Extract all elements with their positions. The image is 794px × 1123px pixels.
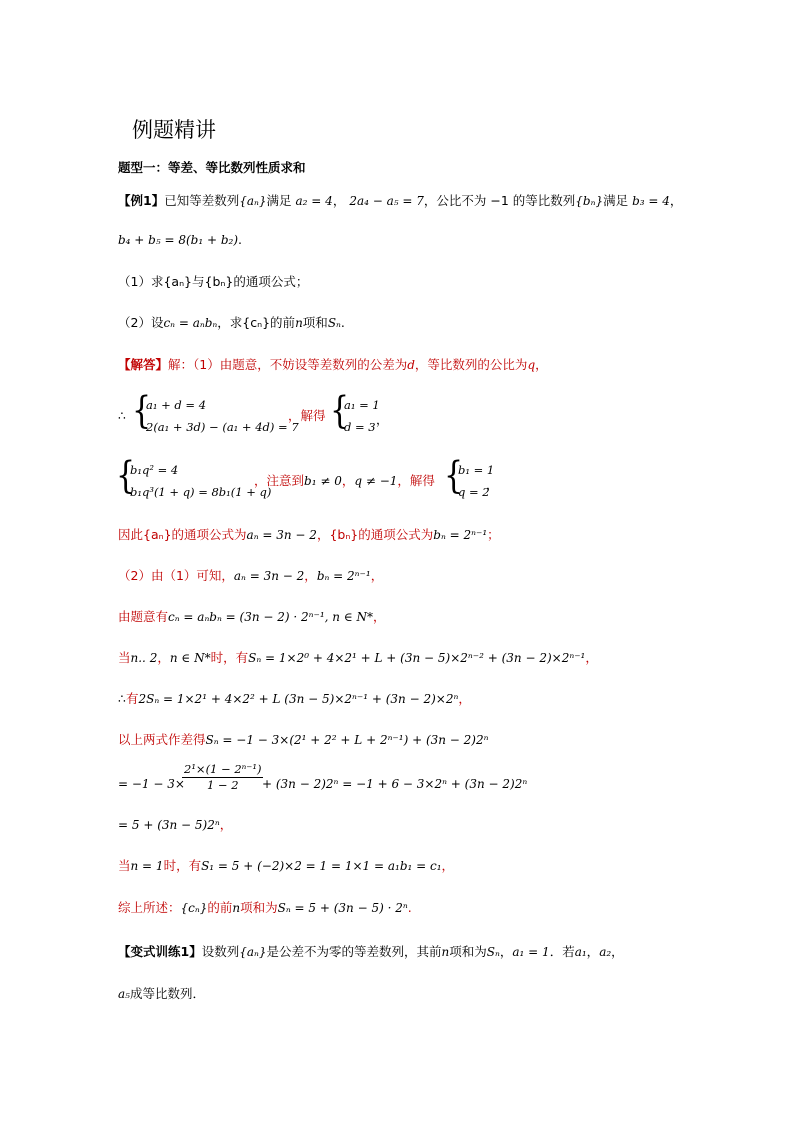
- summary-line: 综上所述：{cₙ}的前n项和为Sₙ = 5 + (3n − 5) · 2ⁿ.: [118, 900, 412, 915]
- general-formula-line: 因此{aₙ}的通项公式为aₙ = 3n − 2，{bₙ}的通项公式为bₙ = 2ⁿ⁻¹；: [118, 527, 500, 542]
- example-line-2: b₄ + b₅ = 8(b₁ + b₂).: [118, 232, 243, 247]
- answer-intro: 【解答】解：（1）由题意，不妨设等差数列的公差为d，等比数列的公比为q，: [118, 357, 548, 372]
- question-1: （1）求{aₙ}与{bₙ}的通项公式；: [118, 274, 309, 289]
- cn-line: 由题意有cₙ = aₙbₙ = (3n − 2) · 2ⁿ⁻¹, n ∈ N*，: [118, 609, 386, 624]
- sum-line: 当n.. 2，n ∈ N*时，有Sₙ = 1×2⁰ + 4×2¹ + L + (3n − 5)×2ⁿ⁻² + (3n − 2)×2ⁿ⁻¹，: [118, 650, 598, 665]
- difference-line: 以上两式作差得Sₙ = −1 − 3×(2¹ + 2² + L + 2ⁿ⁻¹) + (3n − 2)2ⁿ: [118, 732, 489, 747]
- part2-line: （2）由（1）可知，aₙ = 3n − 2，bₙ = 2ⁿ⁻¹，: [118, 568, 384, 583]
- example-label: 【例1】: [118, 193, 165, 208]
- variant-label: 【变式训练1】: [118, 944, 202, 959]
- question-2: （2）设cₙ = aₙbₙ，求{cₙ}的前n项和Sₙ.: [118, 315, 345, 330]
- variant-line-1: 【变式训练1】设数列{aₙ}是公差不为零的等差数列，其前n项和为Sₙ，a₁ = 1．若a₁，a₂，: [118, 944, 624, 959]
- page-title: 例题精讲: [132, 118, 216, 142]
- section-heading: 题型一：等差、等比数列性质求和: [118, 160, 306, 175]
- double-sum-line: ∴有2Sₙ = 1×2¹ + 4×2² + L (3n − 5)×2ⁿ⁻¹ + (3n − 2)×2ⁿ，: [118, 691, 471, 706]
- n1-check-line: 当n = 1时，有S₁ = 5 + (−2)×2 = 1 = 1×1 = a₁b₁ = c₁，: [118, 858, 455, 873]
- variant-line-2: a₅成等比数列．: [118, 986, 205, 1001]
- result-line: = 5 + (3n − 5)2ⁿ，: [118, 817, 233, 832]
- answer-label: 【解答】: [118, 357, 169, 372]
- example-line-1: 【例1】已知等差数列{aₙ}满足 a₂ = 4， 2a₄ − a₅ = 7，公比不为 −1 的等比数列{bₙ}满足 b₃ = 4，: [118, 193, 683, 208]
